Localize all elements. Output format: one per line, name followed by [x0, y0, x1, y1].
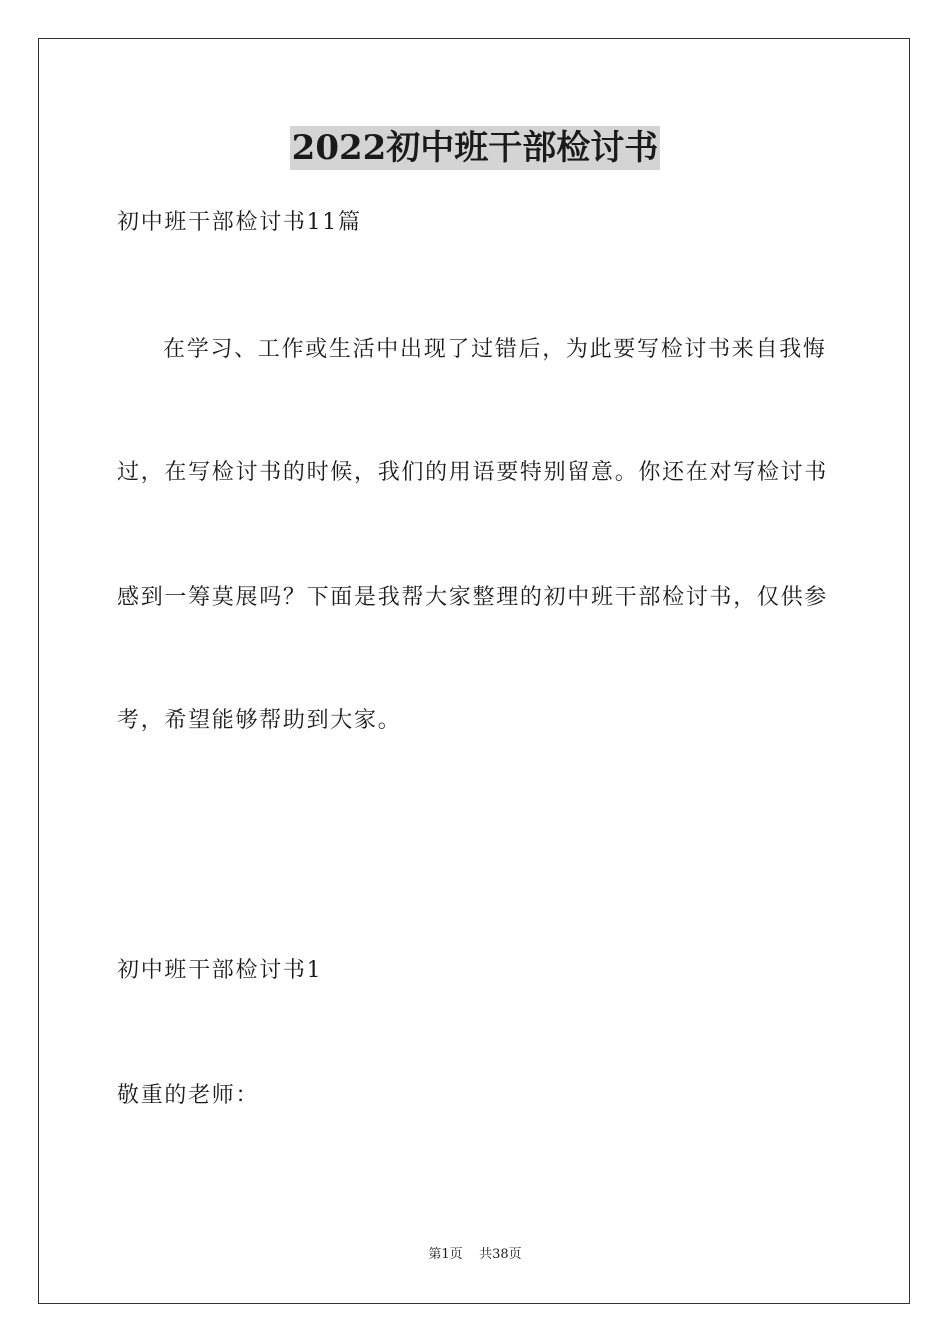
- section-heading: 初中班干部检讨书1: [117, 958, 323, 983]
- page-number: 第1页: [428, 1247, 463, 1262]
- intro-paragraph-line-2: 过，在写检讨书的时候，我们的用语要特别留意。你还在对写检讨书: [117, 460, 829, 485]
- document-subtitle: 初中班干部检讨书11篇: [117, 210, 362, 235]
- salutation: 敬重的老师：: [117, 1083, 260, 1108]
- page-total: 共38页: [479, 1247, 522, 1262]
- page-footer: [0, 1246, 950, 1264]
- intro-paragraph-line-4: 考，希望能够帮助到大家。: [117, 708, 402, 733]
- intro-paragraph-line-1: 在学习、工作或生活中出现了过错后，为此要写检讨书来自我悔: [163, 337, 827, 362]
- title-container: [0, 126, 950, 170]
- intro-paragraph-line-3: 感到一筹莫展吗？下面是我帮大家整理的初中班干部检讨书，仅供参: [117, 585, 829, 610]
- document-title: 2022初中班干部检讨书: [291, 128, 659, 168]
